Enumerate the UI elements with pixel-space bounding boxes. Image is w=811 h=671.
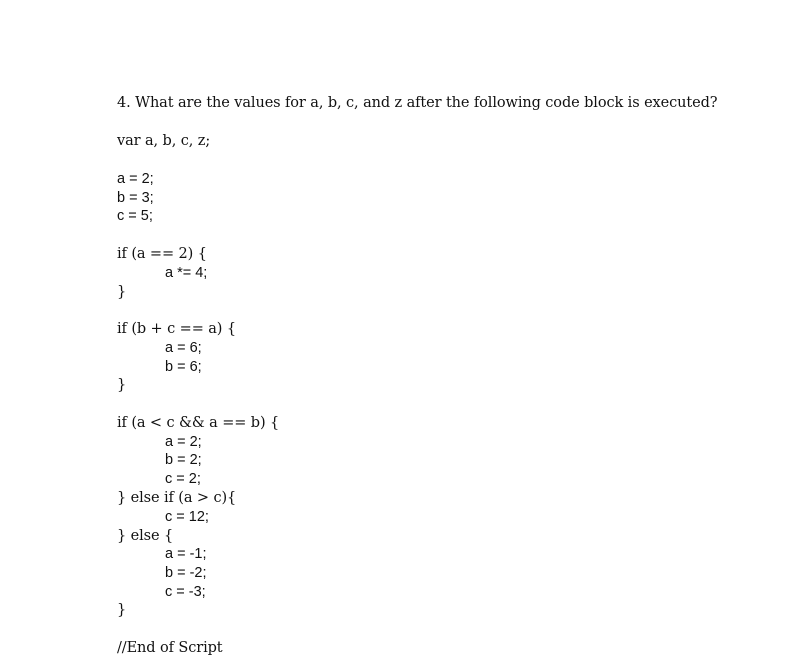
code-if3-body-c: c = 2; [165, 471, 201, 487]
code-assign-b: b = 3; [117, 190, 154, 206]
code-else-open: } else { [117, 528, 174, 544]
code-if2-open: if (b + c == a) { [117, 321, 236, 337]
code-if3-body-a: a = 2; [165, 434, 202, 450]
code-else-body-c: c = -3; [165, 584, 206, 600]
code-if3-close: } [117, 602, 127, 618]
code-else-body-b: b = -2; [165, 565, 207, 581]
code-elseif-body-c: c = 12; [165, 509, 209, 525]
code-if3-body-b: b = 2; [165, 452, 202, 468]
code-declaration: var a, b, c, z; [117, 133, 211, 149]
code-if1-close: } [117, 284, 127, 300]
code-if1-body: a *= 4; [165, 265, 208, 281]
code-assign-c: c = 5; [117, 208, 153, 224]
code-if2-close: } [117, 377, 127, 393]
code-if3-open: if (a < c && a == b) { [117, 415, 280, 431]
code-end-comment: //End of Script [117, 640, 223, 656]
code-if2-body-a: a = 6; [165, 340, 202, 356]
code-if1-open: if (a == 2) { [117, 246, 207, 262]
code-if2-body-b: b = 6; [165, 359, 202, 375]
code-else-body-a: a = -1; [165, 546, 207, 562]
code-assign-a: a = 2; [117, 171, 154, 187]
question-text: 4. What are the values for a, b, c, and z after the following code block is executed? [117, 95, 718, 111]
code-elseif-open: } else if (a > c){ [117, 490, 237, 506]
